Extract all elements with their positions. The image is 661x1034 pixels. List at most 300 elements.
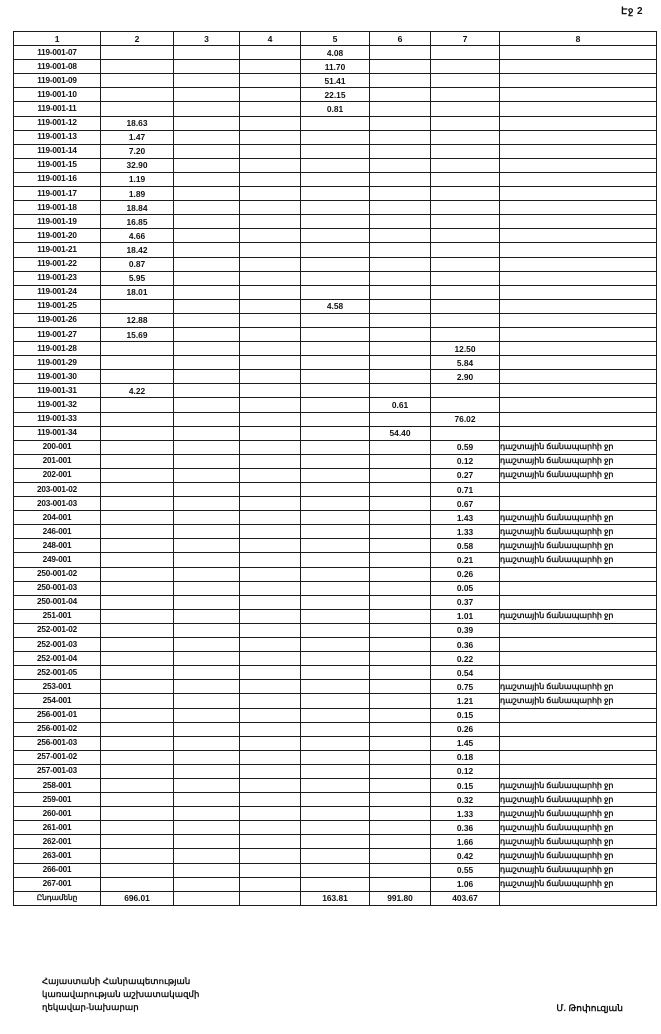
table-row — [14, 778, 657, 792]
row-value-cell-3 — [174, 652, 240, 666]
row-code-cell: 119-001-08 — [14, 60, 101, 74]
total-col-4 — [240, 891, 301, 905]
row-value-cell-6 — [370, 778, 431, 792]
row-value-cell-8 — [500, 243, 657, 257]
row-value-cell-3 — [174, 877, 240, 891]
row-value-cell-7: 0.37 — [431, 595, 500, 609]
row-value-cell-3 — [174, 750, 240, 764]
table-row — [14, 793, 657, 807]
row-value-cell-6 — [370, 652, 431, 666]
row-value-cell-5: 4.08 — [301, 46, 370, 60]
row-value-cell-6 — [370, 609, 431, 623]
row-value-cell-8 — [500, 638, 657, 652]
row-value-cell-5 — [301, 285, 370, 299]
row-value-cell-2 — [101, 356, 174, 370]
row-value-cell-6 — [370, 694, 431, 708]
row-value-cell-5 — [301, 863, 370, 877]
row-code-cell: 119-001-21 — [14, 243, 101, 257]
row-code-cell: 257-001-02 — [14, 750, 101, 764]
row-value-cell-3 — [174, 666, 240, 680]
row-value-cell-8 — [500, 623, 657, 637]
row-code-cell: 203-001-03 — [14, 497, 101, 511]
row-value-cell-5 — [301, 666, 370, 680]
row-value-cell-8: դաշտային ճանապարհի ջր — [500, 863, 657, 877]
row-value-cell-8 — [500, 313, 657, 327]
table-row — [14, 581, 657, 595]
row-value-cell-7: 76.02 — [431, 412, 500, 426]
table-row — [14, 623, 657, 637]
row-value-cell-6 — [370, 384, 431, 398]
row-value-cell-6 — [370, 539, 431, 553]
row-value-cell-3 — [174, 187, 240, 201]
row-value-cell-7: 0.75 — [431, 680, 500, 694]
row-value-cell-6 — [370, 158, 431, 172]
row-value-cell-7 — [431, 271, 500, 285]
row-value-cell-8 — [500, 229, 657, 243]
row-value-cell-3 — [174, 863, 240, 877]
total-col-2: 696.01 — [101, 891, 174, 905]
column-header-2: 2 — [101, 32, 174, 46]
row-value-cell-2 — [101, 511, 174, 525]
row-value-cell-7: 0.55 — [431, 863, 500, 877]
row-value-cell-7: 0.58 — [431, 539, 500, 553]
row-value-cell-2 — [101, 694, 174, 708]
footer-line-1: Հայաստանի Հանրապետության — [42, 976, 191, 986]
row-value-cell-5 — [301, 567, 370, 581]
row-code-cell: 119-001-26 — [14, 313, 101, 327]
row-value-cell-2: 18.63 — [101, 116, 174, 130]
row-value-cell-4 — [240, 243, 301, 257]
row-value-cell-7: 0.12 — [431, 454, 500, 468]
row-value-cell-5 — [301, 722, 370, 736]
column-header-1: 1 — [14, 32, 101, 46]
row-value-cell-5: 51.41 — [301, 74, 370, 88]
row-value-cell-5 — [301, 497, 370, 511]
row-value-cell-6 — [370, 483, 431, 497]
row-value-cell-5: 0.81 — [301, 102, 370, 116]
row-value-cell-4 — [240, 130, 301, 144]
row-value-cell-6 — [370, 412, 431, 426]
row-code-cell: 250-001-02 — [14, 567, 101, 581]
row-value-cell-5 — [301, 736, 370, 750]
row-code-cell: 261-001 — [14, 821, 101, 835]
row-value-cell-5 — [301, 158, 370, 172]
table-row — [14, 863, 657, 877]
table-row — [14, 370, 657, 384]
row-value-cell-4 — [240, 384, 301, 398]
row-value-cell-3 — [174, 327, 240, 341]
row-value-cell-4 — [240, 736, 301, 750]
row-value-cell-2 — [101, 835, 174, 849]
row-code-cell: 262-001 — [14, 835, 101, 849]
table-row — [14, 201, 657, 215]
row-code-cell: 119-001-30 — [14, 370, 101, 384]
row-value-cell-4 — [240, 807, 301, 821]
table-row — [14, 877, 657, 891]
row-code-cell: 266-001 — [14, 863, 101, 877]
row-value-cell-2 — [101, 877, 174, 891]
row-code-cell: 252-001-04 — [14, 652, 101, 666]
row-value-cell-3 — [174, 609, 240, 623]
row-value-cell-7: 0.26 — [431, 722, 500, 736]
row-value-cell-4 — [240, 708, 301, 722]
row-code-cell: 250-001-04 — [14, 595, 101, 609]
row-value-cell-4 — [240, 229, 301, 243]
table-row — [14, 680, 657, 694]
row-value-cell-3 — [174, 807, 240, 821]
row-value-cell-6 — [370, 581, 431, 595]
table-row — [14, 638, 657, 652]
row-value-cell-2 — [101, 370, 174, 384]
row-value-cell-8 — [500, 172, 657, 186]
row-value-cell-8 — [500, 666, 657, 680]
row-value-cell-7: 0.15 — [431, 778, 500, 792]
row-code-cell: 119-001-09 — [14, 74, 101, 88]
row-value-cell-7 — [431, 313, 500, 327]
row-value-cell-5: 11.70 — [301, 60, 370, 74]
row-value-cell-6 — [370, 497, 431, 511]
row-code-cell: 119-001-23 — [14, 271, 101, 285]
row-value-cell-3 — [174, 483, 240, 497]
row-value-cell-6 — [370, 807, 431, 821]
row-value-cell-7 — [431, 299, 500, 313]
row-code-cell: 119-001-32 — [14, 398, 101, 412]
row-value-cell-3 — [174, 440, 240, 454]
row-value-cell-4 — [240, 764, 301, 778]
row-value-cell-7: 5.84 — [431, 356, 500, 370]
row-value-cell-8 — [500, 285, 657, 299]
row-value-cell-7: 0.71 — [431, 483, 500, 497]
row-value-cell-3 — [174, 158, 240, 172]
row-value-cell-5 — [301, 398, 370, 412]
footer-signature: Մ. Թոփուզյան — [556, 1003, 623, 1013]
row-value-cell-3 — [174, 299, 240, 313]
row-value-cell-4 — [240, 609, 301, 623]
table-foot — [14, 891, 657, 905]
row-value-cell-8: դաշտային ճանապարհի ջր — [500, 454, 657, 468]
row-value-cell-4 — [240, 412, 301, 426]
row-value-cell-3 — [174, 116, 240, 130]
row-value-cell-6 — [370, 764, 431, 778]
row-value-cell-8: դաշտային ճանապարհի ջր — [500, 539, 657, 553]
table-row — [14, 807, 657, 821]
row-code-cell: 119-001-25 — [14, 299, 101, 313]
row-value-cell-6 — [370, 102, 431, 116]
row-value-cell-6 — [370, 88, 431, 102]
row-value-cell-4 — [240, 623, 301, 637]
row-value-cell-7: 0.67 — [431, 497, 500, 511]
footer-line-3: ղեկավար-նախարար — [42, 1002, 139, 1012]
row-value-cell-8: դաշտային ճանապարհի ջր — [500, 694, 657, 708]
row-value-cell-6 — [370, 243, 431, 257]
row-value-cell-4 — [240, 595, 301, 609]
row-value-cell-6 — [370, 567, 431, 581]
row-value-cell-5 — [301, 764, 370, 778]
table-header-row — [14, 32, 657, 46]
row-value-cell-2: 16.85 — [101, 215, 174, 229]
row-value-cell-5 — [301, 172, 370, 186]
column-header-8: 8 — [500, 32, 657, 46]
row-value-cell-7 — [431, 60, 500, 74]
row-value-cell-8 — [500, 102, 657, 116]
row-value-cell-5 — [301, 595, 370, 609]
row-value-cell-4 — [240, 313, 301, 327]
row-value-cell-4 — [240, 88, 301, 102]
row-value-cell-7: 1.45 — [431, 736, 500, 750]
row-value-cell-3 — [174, 454, 240, 468]
row-value-cell-2 — [101, 553, 174, 567]
row-value-cell-6 — [370, 187, 431, 201]
total-col-6: 991.80 — [370, 891, 431, 905]
row-code-cell: 256-001-02 — [14, 722, 101, 736]
row-value-cell-4 — [240, 652, 301, 666]
row-value-cell-5 — [301, 708, 370, 722]
row-value-cell-3 — [174, 370, 240, 384]
row-value-cell-8: դաշտային ճանապարհի ջր — [500, 807, 657, 821]
row-value-cell-2 — [101, 412, 174, 426]
row-value-cell-3 — [174, 468, 240, 482]
row-value-cell-3 — [174, 849, 240, 863]
row-value-cell-8 — [500, 708, 657, 722]
table-row — [14, 229, 657, 243]
row-value-cell-4 — [240, 793, 301, 807]
row-value-cell-8 — [500, 736, 657, 750]
row-value-cell-5 — [301, 539, 370, 553]
row-code-cell: 119-001-33 — [14, 412, 101, 426]
row-value-cell-6 — [370, 342, 431, 356]
row-value-cell-8 — [500, 567, 657, 581]
row-value-cell-3 — [174, 243, 240, 257]
row-value-cell-7 — [431, 285, 500, 299]
row-value-cell-2 — [101, 567, 174, 581]
row-value-cell-3 — [174, 257, 240, 271]
row-value-cell-4 — [240, 511, 301, 525]
row-value-cell-4 — [240, 877, 301, 891]
total-row — [14, 891, 657, 905]
row-value-cell-4 — [240, 201, 301, 215]
row-value-cell-8 — [500, 581, 657, 595]
row-value-cell-4 — [240, 553, 301, 567]
table-row — [14, 764, 657, 778]
row-value-cell-5 — [301, 581, 370, 595]
row-value-cell-5 — [301, 638, 370, 652]
row-code-cell: 201-001 — [14, 454, 101, 468]
row-code-cell: 119-001-18 — [14, 201, 101, 215]
table-row — [14, 454, 657, 468]
row-value-cell-7: 1.06 — [431, 877, 500, 891]
row-value-cell-3 — [174, 736, 240, 750]
row-value-cell-3 — [174, 229, 240, 243]
row-value-cell-2 — [101, 426, 174, 440]
row-value-cell-4 — [240, 849, 301, 863]
table-row — [14, 835, 657, 849]
column-header-4: 4 — [240, 32, 301, 46]
table-row — [14, 60, 657, 74]
row-value-cell-4 — [240, 74, 301, 88]
row-value-cell-3 — [174, 835, 240, 849]
column-header-6: 6 — [370, 32, 431, 46]
row-value-cell-5 — [301, 849, 370, 863]
row-value-cell-7 — [431, 116, 500, 130]
row-value-cell-5 — [301, 525, 370, 539]
row-value-cell-7: 0.27 — [431, 468, 500, 482]
row-value-cell-4 — [240, 46, 301, 60]
total-label: Ընդամենը — [14, 891, 101, 905]
row-value-cell-2 — [101, 440, 174, 454]
row-value-cell-4 — [240, 285, 301, 299]
row-value-cell-8: դաշտային ճանապարհի ջր — [500, 849, 657, 863]
row-value-cell-2 — [101, 497, 174, 511]
row-value-cell-5 — [301, 229, 370, 243]
table-row — [14, 666, 657, 680]
row-code-cell: 119-001-11 — [14, 102, 101, 116]
row-value-cell-6 — [370, 553, 431, 567]
row-value-cell-7 — [431, 215, 500, 229]
row-value-cell-5 — [301, 215, 370, 229]
row-code-cell: 202-001 — [14, 468, 101, 482]
row-code-cell: 119-001-24 — [14, 285, 101, 299]
table-row — [14, 412, 657, 426]
row-value-cell-5 — [301, 623, 370, 637]
row-value-cell-3 — [174, 722, 240, 736]
table-body — [14, 46, 657, 892]
row-value-cell-4 — [240, 356, 301, 370]
row-value-cell-8 — [500, 116, 657, 130]
row-value-cell-8: դաշտային ճանապարհի ջր — [500, 468, 657, 482]
row-value-cell-5 — [301, 652, 370, 666]
row-value-cell-7: 0.39 — [431, 623, 500, 637]
row-value-cell-6 — [370, 680, 431, 694]
row-value-cell-2 — [101, 680, 174, 694]
row-value-cell-2 — [101, 398, 174, 412]
row-value-cell-3 — [174, 201, 240, 215]
column-header-7: 7 — [431, 32, 500, 46]
row-value-cell-8 — [500, 398, 657, 412]
row-value-cell-5 — [301, 440, 370, 454]
row-value-cell-5 — [301, 835, 370, 849]
row-value-cell-8: դաշտային ճանապարհի ջր — [500, 835, 657, 849]
row-value-cell-7 — [431, 46, 500, 60]
row-value-cell-7 — [431, 384, 500, 398]
row-value-cell-5 — [301, 553, 370, 567]
row-code-cell: 263-001 — [14, 849, 101, 863]
table-row — [14, 88, 657, 102]
row-value-cell-2: 4.66 — [101, 229, 174, 243]
row-value-cell-2 — [101, 342, 174, 356]
row-value-cell-8 — [500, 722, 657, 736]
row-value-cell-2 — [101, 764, 174, 778]
row-value-cell-4 — [240, 638, 301, 652]
table-row — [14, 821, 657, 835]
row-value-cell-4 — [240, 440, 301, 454]
row-value-cell-7 — [431, 172, 500, 186]
row-value-cell-6 — [370, 623, 431, 637]
row-value-cell-8 — [500, 130, 657, 144]
row-value-cell-6 — [370, 877, 431, 891]
footer-line-2: կառավարության աշխատակազմի — [42, 989, 200, 999]
table-row — [14, 356, 657, 370]
row-value-cell-8 — [500, 483, 657, 497]
row-code-cell: 252-001-03 — [14, 638, 101, 652]
row-value-cell-6 — [370, 215, 431, 229]
row-value-cell-2 — [101, 595, 174, 609]
row-value-cell-4 — [240, 483, 301, 497]
row-value-cell-5 — [301, 821, 370, 835]
row-value-cell-4 — [240, 158, 301, 172]
row-value-cell-6 — [370, 116, 431, 130]
table-row — [14, 511, 657, 525]
row-value-cell-3 — [174, 342, 240, 356]
row-value-cell-8: դաշտային ճանապարհի ջր — [500, 609, 657, 623]
row-value-cell-6 — [370, 74, 431, 88]
row-value-cell-4 — [240, 327, 301, 341]
row-value-cell-5 — [301, 778, 370, 792]
row-value-cell-8 — [500, 764, 657, 778]
table-row — [14, 384, 657, 398]
row-value-cell-5 — [301, 370, 370, 384]
row-code-cell: 119-001-10 — [14, 88, 101, 102]
table-row — [14, 342, 657, 356]
row-value-cell-3 — [174, 271, 240, 285]
row-value-cell-5 — [301, 187, 370, 201]
row-value-cell-5 — [301, 356, 370, 370]
row-value-cell-7: 1.66 — [431, 835, 500, 849]
row-value-cell-4 — [240, 60, 301, 74]
row-value-cell-8: դաշտային ճանապարհի ջր — [500, 821, 657, 835]
row-value-cell-6 — [370, 356, 431, 370]
row-value-cell-2 — [101, 581, 174, 595]
row-code-cell: 258-001 — [14, 778, 101, 792]
table-row — [14, 567, 657, 581]
row-value-cell-6 — [370, 144, 431, 158]
row-value-cell-6 — [370, 708, 431, 722]
row-value-cell-7: 1.01 — [431, 609, 500, 623]
row-value-cell-2 — [101, 454, 174, 468]
row-code-cell: 260-001 — [14, 807, 101, 821]
row-value-cell-2 — [101, 88, 174, 102]
row-value-cell-7 — [431, 327, 500, 341]
row-code-cell: 254-001 — [14, 694, 101, 708]
row-value-cell-3 — [174, 285, 240, 299]
table-row — [14, 722, 657, 736]
page-number-label: Էջ 2 — [621, 6, 643, 17]
row-value-cell-7: 0.32 — [431, 793, 500, 807]
row-value-cell-2: 15.69 — [101, 327, 174, 341]
row-value-cell-6 — [370, 172, 431, 186]
table-row — [14, 736, 657, 750]
row-value-cell-4 — [240, 215, 301, 229]
row-value-cell-4 — [240, 581, 301, 595]
row-value-cell-8 — [500, 497, 657, 511]
row-code-cell: 119-001-14 — [14, 144, 101, 158]
row-value-cell-4 — [240, 750, 301, 764]
row-value-cell-4 — [240, 694, 301, 708]
row-value-cell-6: 54.40 — [370, 426, 431, 440]
row-value-cell-7: 2.90 — [431, 370, 500, 384]
row-code-cell: 252-001-05 — [14, 666, 101, 680]
row-value-cell-4 — [240, 468, 301, 482]
row-value-cell-8: դաշտային ճանապարհի ջր — [500, 553, 657, 567]
row-value-cell-8 — [500, 46, 657, 60]
row-value-cell-3 — [174, 821, 240, 835]
row-code-cell: 256-001-01 — [14, 708, 101, 722]
row-value-cell-2 — [101, 74, 174, 88]
total-col-7: 403.67 — [431, 891, 500, 905]
row-value-cell-5 — [301, 454, 370, 468]
row-code-cell: 119-001-22 — [14, 257, 101, 271]
row-value-cell-8 — [500, 60, 657, 74]
table-row — [14, 187, 657, 201]
